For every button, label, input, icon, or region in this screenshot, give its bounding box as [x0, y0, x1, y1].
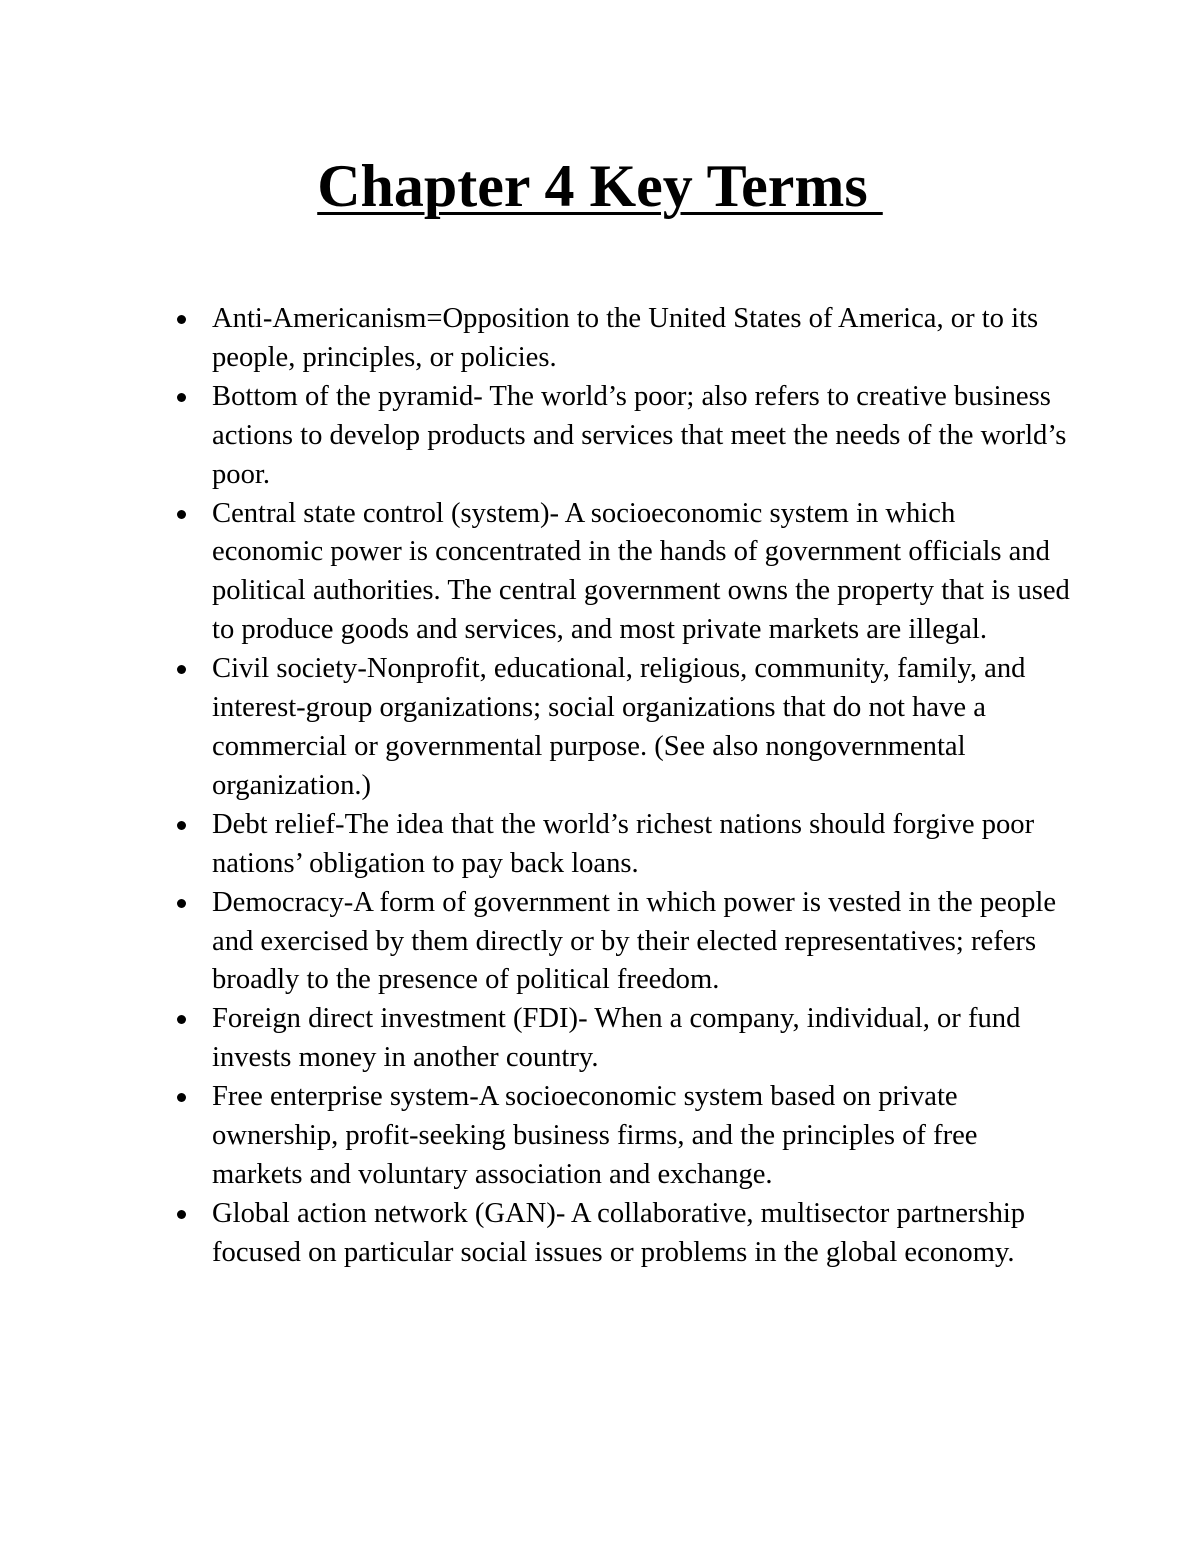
list-item: [212, 495, 1072, 651]
list-item: [212, 884, 1072, 1001]
list-item: [212, 300, 1072, 378]
bullet-icon: [177, 821, 186, 830]
key-terms-list: [212, 300, 1072, 1273]
bullet-icon: [177, 315, 186, 324]
list-item: [212, 650, 1072, 806]
bullet-icon: [177, 393, 186, 402]
term-text: Debt relief-The idea that the world’s richest nations should forgive poor nations’ obligation to pay back loans.: [212, 808, 1035, 879]
page-title: Chapter 4 Key Terms: [317, 153, 883, 219]
bullet-icon: [177, 1210, 186, 1219]
bullet-icon: [177, 899, 186, 908]
list-item: [212, 806, 1072, 884]
bullet-icon: [177, 1015, 186, 1024]
bullet-icon: [177, 665, 186, 674]
term-text: Democracy-A form of government in which power is vested in the people and exercised by them directly or by their elected representatives; refers broadly to the presence of political freedom.: [212, 886, 1057, 996]
term-text: Bottom of the pyramid- The world’s poor; also refers to creative business actions to develop products and services that meet the needs of the world’s poor.: [212, 380, 1067, 490]
term-text: Global action network (GAN)- A collaborative, multisector partnership focused on particular social issues or problems in the global economy.: [212, 1197, 1026, 1268]
list-item: [212, 378, 1072, 495]
term-text: Free enterprise system-A socioeconomic system based on private ownership, profit-seeking business firms, and the principles of free markets and voluntary association and exchange.: [212, 1081, 978, 1190]
bullet-icon: [177, 510, 186, 519]
list-item: [212, 1000, 1072, 1078]
term-text: Civil society-Nonprofit, educational, religious, community, family, and interest-group organizations; social organizations that do not have a commercial or governmental purpose. (See also nongovernmental organization.): [212, 653, 1026, 801]
list-item: [212, 1078, 1072, 1195]
term-text: Central state control (system)- A socioeconomic system in which economic power is concentrated in the hands of government officials and political authorities. The central government owns the property that is used to produce goods and services, and most private markets are illegal.: [212, 497, 1070, 646]
term-text: Anti-Americanism=Opposition to the United States of America, or to its people, principles, or policies.: [212, 303, 1039, 373]
list-item: [212, 1195, 1072, 1273]
bullet-icon: [177, 1093, 186, 1102]
term-text: Foreign direct investment (FDI)- When a company, individual, or fund invests money in another country.: [212, 1003, 1021, 1074]
